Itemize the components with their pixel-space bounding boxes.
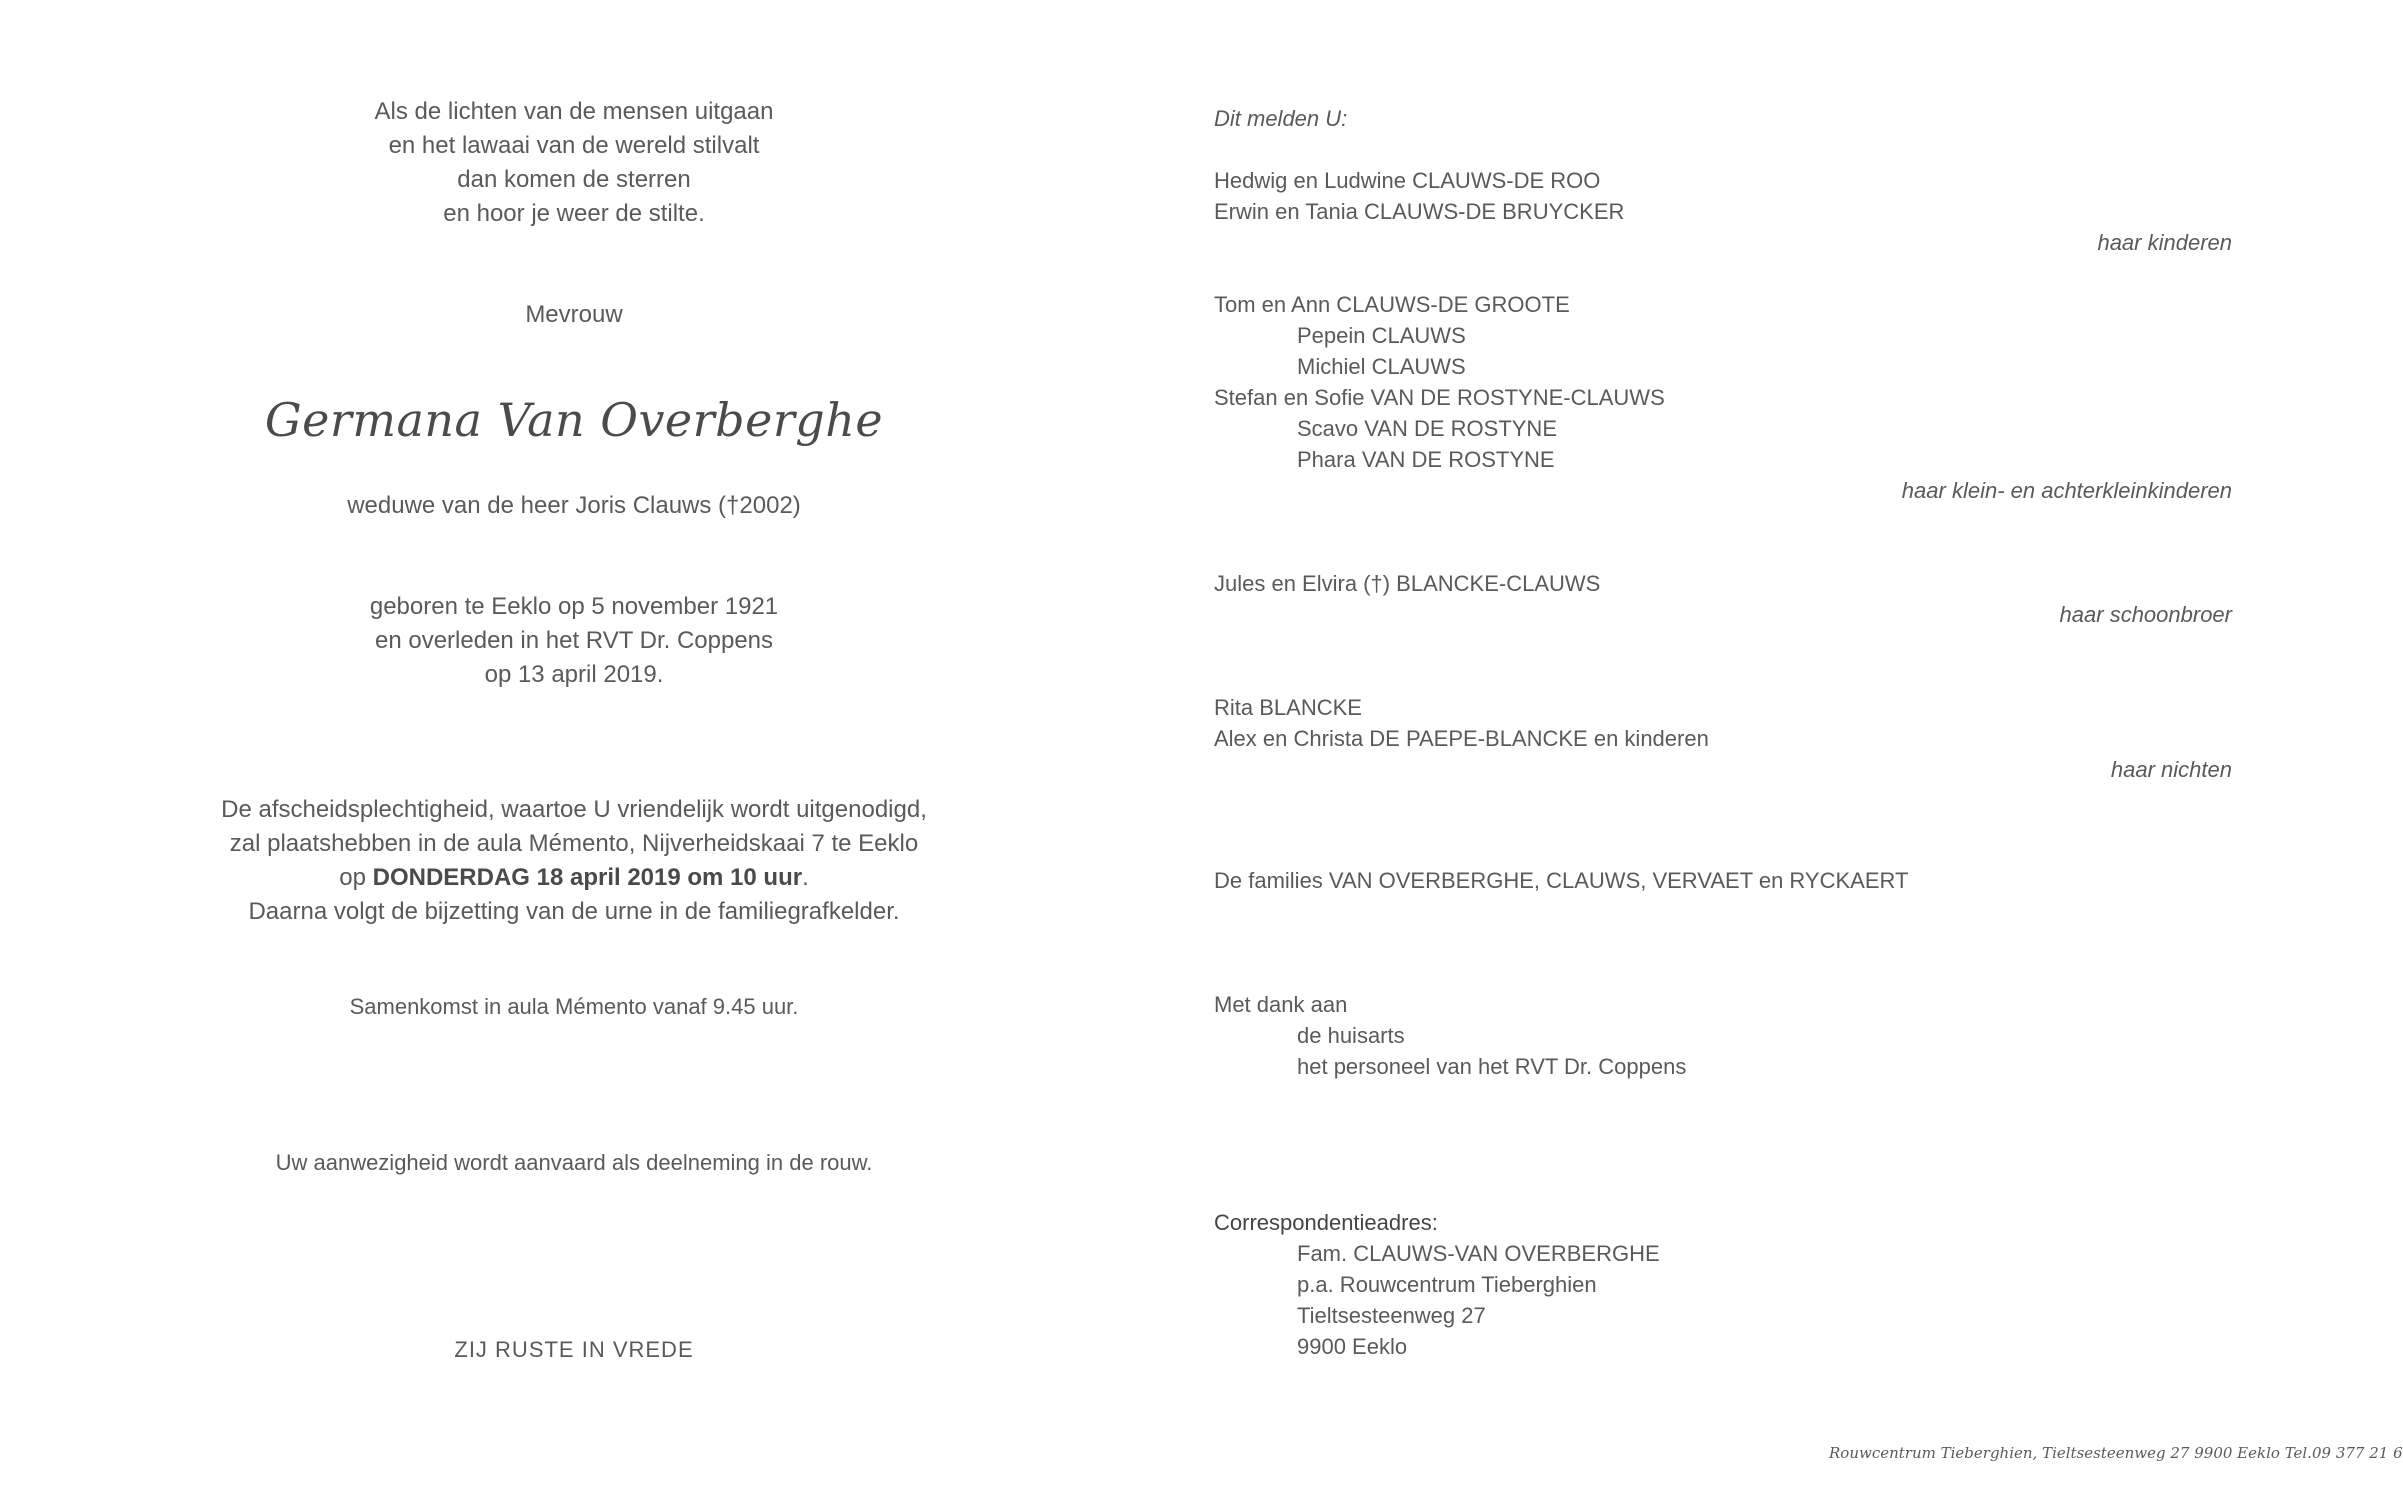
ceremony-date-line: op DONDERDAG 18 april 2019 om 10 uur. — [339, 864, 809, 891]
ceremony-line: Daarna volgt de bijzetting van de urne in de familiegrafkelder. — [248, 898, 900, 925]
thanks-item: de huisarts — [1297, 1023, 1405, 1048]
brother-in-law-entry: Jules en Elvira (†) BLANCKE-CLAUWS — [1214, 571, 1601, 596]
child-entry: Hedwig en Ludwine CLAUWS-DE ROO — [1214, 168, 1601, 193]
grandchild-parent: Stefan en Sofie VAN DE ROSTYNE-CLAUWS — [1214, 385, 1665, 410]
correspondence-title: Correspondentieadres: — [1214, 1210, 1438, 1235]
poem — [74, 95, 1074, 231]
correspondence-line: Fam. CLAUWS-VAN OVERBERGHE — [1297, 1241, 1660, 1266]
grandchild-entry: Pepein CLAUWS — [1297, 323, 1466, 348]
rip-text: ZIJ RUSTE IN VREDE — [454, 1337, 694, 1362]
child-entry: Erwin en Tania CLAUWS-DE BRUYCKER — [1214, 199, 1625, 224]
grandchild-entry: Michiel CLAUWS — [1297, 354, 1466, 379]
life-line: op 13 april 2019. — [484, 661, 664, 688]
footer-funeral-home: Rouwcentrum Tieberghien, Tieltsesteenweg 27 9900 Eeklo Tel.09 377 21 6 — [1829, 1444, 2403, 1462]
correspondence-line: p.a. Rouwcentrum Tieberghien — [1297, 1272, 1597, 1297]
correspondence-line: 9900 Eeklo — [1297, 1334, 1408, 1359]
ceremony-block — [74, 793, 1074, 929]
thanks-item: het personeel van het RVT Dr. Coppens — [1297, 1054, 1687, 1079]
relation-label: haar schoonbroer — [2059, 602, 2232, 627]
relation-label: haar nichten — [2110, 757, 2232, 782]
ceremony-line: De afscheidsplechtigheid, waartoe U vriendelijk wordt uitgenodigd, — [221, 796, 927, 823]
life-dates — [74, 590, 1074, 692]
poem-line: dan komen de sterren — [457, 166, 691, 193]
families-line: De families VAN OVERBERGHE, CLAUWS, VERVAET en RYCKAERT — [1214, 868, 1909, 893]
grandchild-entry: Scavo VAN DE ROSTYNE — [1297, 416, 1557, 441]
grandchild-entry: Phara VAN DE ROSTYNE — [1297, 447, 1555, 472]
presence-note: Uw aanwezigheid wordt aanvaard als deelneming in de rouw. — [275, 1150, 873, 1175]
life-line: en overleden in het RVT Dr. Coppens — [374, 627, 774, 654]
gathering-note: Samenkomst in aula Mémento vanaf 9.45 uur. — [349, 994, 799, 1019]
ceremony-line: zal plaatshebben in de aula Mémento, Nijverheidskaai 7 te Eeklo — [229, 830, 919, 857]
poem-line: Als de lichten van de mensen uitgaan — [374, 98, 774, 125]
niece-entry: Rita BLANCKE — [1214, 695, 1362, 720]
relation-label: haar klein- en achterkleinkinderen — [1901, 478, 2232, 503]
poem-line: en het lawaai van de wereld stilvalt — [388, 132, 760, 159]
ceremony-date: DONDERDAG 18 april 2019 om 10 uur — [372, 864, 803, 891]
salutation: Mevrouw — [525, 301, 623, 328]
poem-line: en hoor je weer de stilte. — [443, 200, 705, 227]
widow-line: weduwe van de heer Joris Clauws (†2002) — [347, 492, 801, 519]
thanks-title: Met dank aan — [1214, 992, 1348, 1017]
life-line: geboren te Eeklo op 5 november 1921 — [369, 593, 779, 620]
correspondence-line: Tieltsesteenweg 27 — [1297, 1303, 1486, 1328]
relation-label: haar kinderen — [2097, 230, 2232, 255]
announce-heading: Dit melden U: — [1214, 106, 1348, 131]
niece-entry: Alex en Christa DE PAEPE-BLANCKE en kinderen — [1214, 726, 1709, 751]
grandchild-parent: Tom en Ann CLAUWS-DE GROOTE — [1214, 292, 1570, 317]
deceased-name: Germana Van Overberghe — [264, 393, 884, 447]
